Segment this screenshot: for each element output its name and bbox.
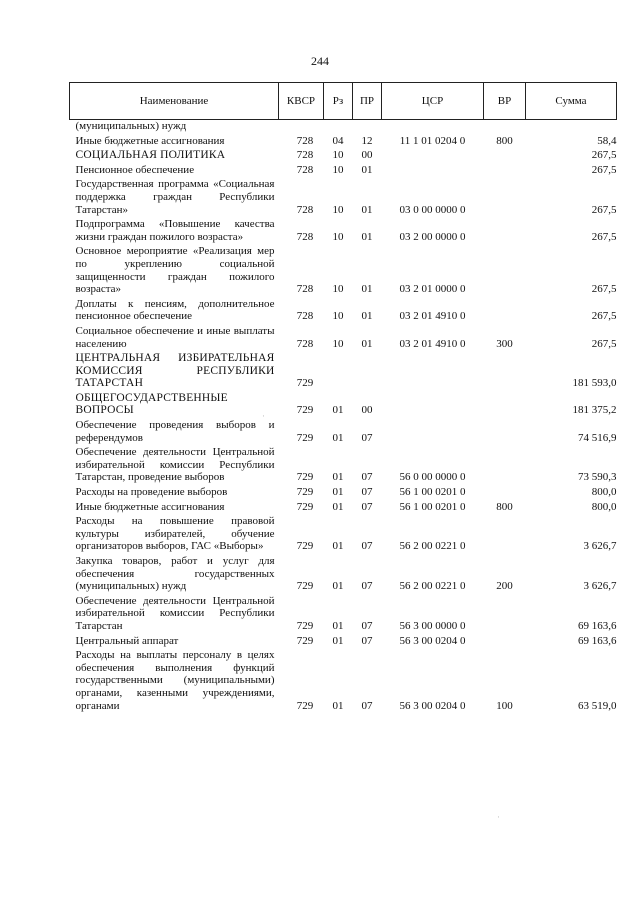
cell-kvsr: 729: [296, 619, 314, 632]
cell-csr: [382, 352, 484, 392]
cell-vr: 800: [496, 500, 513, 513]
cell-csr: [382, 419, 484, 446]
cell-vr: [484, 595, 526, 635]
cell-sum: 267,5: [591, 230, 617, 243]
cell-name: Закупка товаров, работ и услуг для обеспечения государственных (муниципальных) нужд: [75, 555, 275, 593]
header-kvsr: КВСР: [279, 83, 324, 120]
cell-sum: 58,4: [597, 134, 617, 147]
cell-vr: 800: [496, 134, 513, 147]
cell-vr: [484, 515, 526, 555]
cell-kvsr: 728: [296, 149, 314, 162]
cell-rz: 04: [332, 134, 344, 147]
cell-vr: [484, 635, 526, 650]
cell-rz: 01: [332, 471, 344, 484]
table-row: [70, 352, 617, 392]
cell-kvsr: [279, 120, 324, 135]
cell-name: Подпрограмма «Повышение качества жизни граждан пожилого возраста»: [75, 218, 275, 243]
cell-kvsr: 729: [296, 540, 314, 553]
cell-sum: 3 626,7: [583, 540, 617, 553]
cell-kvsr: 728: [296, 337, 314, 350]
cell-pr: 12: [361, 134, 373, 147]
table-row: [70, 298, 617, 325]
cell-sum: 69 163,6: [578, 619, 617, 632]
cell-vr: [484, 164, 526, 179]
table-row: [70, 178, 617, 218]
cell-name: СОЦИАЛЬНАЯ ПОЛИТИКА: [75, 149, 226, 162]
cell-pr: 07: [361, 580, 373, 593]
cell-sum: 800,0: [591, 500, 617, 513]
cell-pr: [353, 352, 382, 392]
cell-kvsr: 729: [296, 486, 314, 499]
cell-vr: [484, 120, 526, 135]
cell-name: Обеспечение деятельности Центральной избирательной комиссии Республики Татарстан, проведение выборов: [75, 446, 275, 484]
cell-kvsr: 728: [296, 163, 314, 176]
cell-csr: [382, 149, 484, 164]
table-row: [70, 555, 617, 595]
table-row: [70, 164, 617, 179]
cell-csr: 56 3 00 0000 0: [399, 619, 466, 632]
cell-vr: [484, 352, 526, 392]
cell-kvsr: 729: [296, 431, 314, 444]
header-pr: ПР: [353, 83, 382, 120]
cell-pr: 07: [361, 471, 373, 484]
cell-name: (муниципальных) нужд: [75, 120, 187, 132]
cell-name: Центральный аппарат: [75, 634, 179, 647]
cell-vr: [484, 149, 526, 164]
table-row: [70, 218, 617, 245]
cell-pr: 07: [361, 500, 373, 513]
cell-name: Основное мероприятие «Реализация мер по укреплению социальной защищенности граждан пожилого возраста»: [75, 245, 275, 296]
cell-csr: 03 2 01 4910 0: [399, 337, 466, 350]
cell-kvsr: 729: [296, 580, 314, 593]
cell-pr: 07: [361, 431, 373, 444]
cell-sum: 267,5: [591, 203, 617, 216]
table-row: [70, 446, 617, 486]
cell-pr: 01: [361, 283, 373, 296]
table-row: [70, 635, 617, 650]
cell-csr: 56 2 00 0221 0: [399, 540, 466, 553]
cell-sum: 267,5: [591, 310, 617, 323]
table-row: [70, 595, 617, 635]
table-row: [70, 149, 617, 164]
table-row: [70, 515, 617, 555]
cell-sum: 267,5: [591, 283, 617, 296]
cell-name: Доплаты к пенсиям, дополнительное пенсионное обеспечение: [75, 297, 275, 323]
cell-vr: 100: [496, 699, 513, 712]
cell-vr: [484, 218, 526, 245]
cell-rz: 01: [332, 540, 344, 553]
cell-pr: 01: [361, 337, 373, 350]
cell-kvsr: 728: [296, 134, 314, 147]
cell-kvsr: 729: [296, 377, 314, 390]
cell-rz: 10: [332, 230, 344, 243]
cell-csr: 03 0 00 0000 0: [399, 203, 466, 216]
table-row: [70, 135, 617, 150]
cell-csr: 56 1 00 0201 0: [399, 500, 466, 513]
cell-sum: 800,0: [591, 486, 617, 499]
cell-sum: [526, 120, 617, 135]
scan-artifact: ·: [497, 812, 500, 822]
table-row: [70, 392, 617, 419]
cell-name: ОБЩЕГОСУДАРСТВЕННЫЕ ВОПРОСЫ: [75, 391, 228, 417]
cell-rz: 10: [332, 203, 344, 216]
cell-name: Иные бюджетные ассигнования: [75, 500, 225, 513]
cell-name: Государственная программа «Социальная поддержка граждан Республики Татарстан»: [75, 178, 275, 216]
cell-csr: 56 3 00 0204 0: [399, 634, 466, 647]
table-row: [70, 120, 617, 135]
header-name: Наименование: [70, 83, 279, 120]
cell-vr: [484, 178, 526, 218]
cell-name: Расходы на выплаты персоналу в целях обеспечения выполнения функций государственными (муниципальными) органами, казенными учреждениями, органами: [75, 649, 275, 712]
cell-vr: [484, 245, 526, 297]
cell-pr: 07: [361, 634, 373, 647]
cell-rz: 01: [332, 486, 344, 499]
header-rz: Рз: [324, 83, 353, 120]
table-body: [70, 120, 617, 715]
cell-rz: 01: [332, 404, 344, 417]
cell-name: Расходы на повышение правовой культуры избирателей, обучение организаторов выборов, ГАС «Выборы»: [75, 515, 275, 553]
cell-csr: [382, 164, 484, 179]
cell-vr: [484, 446, 526, 486]
cell-sum: 181 375,2: [572, 404, 617, 417]
table-row: [70, 501, 617, 516]
cell-sum: 73 590,3: [578, 471, 617, 484]
header-csr: ЦСР: [382, 83, 484, 120]
cell-rz: 10: [332, 149, 344, 162]
cell-csr: [382, 392, 484, 419]
header-sum: Сумма: [526, 83, 617, 120]
cell-pr: 07: [361, 619, 373, 632]
cell-name: Расходы на проведение выборов: [75, 486, 228, 499]
cell-pr: 01: [361, 230, 373, 243]
cell-rz: 10: [332, 337, 344, 350]
cell-sum: 74 516,9: [578, 431, 617, 444]
cell-name: Пенсионное обеспечение: [75, 163, 195, 176]
cell-kvsr: 729: [296, 404, 314, 417]
cell-rz: [324, 352, 353, 392]
cell-pr: 00: [361, 404, 373, 417]
cell-vr: [484, 486, 526, 501]
table-header: [70, 83, 617, 120]
cell-csr: 03 2 00 0000 0: [399, 230, 466, 243]
cell-vr: [484, 419, 526, 446]
scan-artifact: ·: [262, 411, 265, 421]
cell-csr: [382, 120, 484, 135]
table-row: [70, 419, 617, 446]
cell-csr: 56 0 00 0000 0: [399, 471, 466, 484]
page-number: 244: [311, 54, 329, 68]
cell-kvsr: 729: [296, 634, 314, 647]
cell-csr: 03 2 01 0000 0: [399, 283, 466, 296]
cell-name: Иные бюджетные ассигнования: [75, 134, 225, 147]
cell-sum: 69 163,6: [578, 634, 617, 647]
cell-kvsr: 728: [296, 310, 314, 323]
cell-kvsr: 729: [296, 699, 314, 712]
cell-sum: 267,5: [591, 163, 617, 176]
cell-vr: [484, 392, 526, 419]
table-row: [70, 486, 617, 501]
cell-rz: [324, 120, 353, 135]
cell-name: Обеспечение проведения выборов и референдумов: [75, 419, 275, 444]
cell-csr: 03 2 01 4910 0: [399, 310, 466, 323]
cell-name: Социальное обеспечение и иные выплаты населению: [75, 324, 275, 350]
cell-csr: 11 1 01 0204 0: [399, 134, 466, 147]
cell-rz: 10: [332, 163, 344, 176]
cell-name: ЦЕНТРАЛЬНАЯ ИЗБИРАТЕЛЬНАЯ КОМИССИЯ РЕСПУБЛИКИ ТАТАРСТАН: [75, 352, 275, 390]
cell-pr: 07: [361, 540, 373, 553]
budget-table: [69, 82, 617, 714]
cell-pr: 01: [361, 203, 373, 216]
cell-sum: 267,5: [591, 337, 617, 350]
cell-rz: 01: [332, 580, 344, 593]
cell-sum: 267,5: [591, 149, 617, 162]
cell-rz: 01: [332, 500, 344, 513]
cell-pr: 01: [361, 163, 373, 176]
table-row: [70, 649, 617, 714]
cell-kvsr: 729: [296, 471, 314, 484]
cell-vr: 300: [496, 337, 513, 350]
cell-rz: 01: [332, 431, 344, 444]
cell-vr: 200: [496, 580, 513, 593]
cell-rz: 10: [332, 310, 344, 323]
cell-rz: 10: [332, 283, 344, 296]
cell-kvsr: 728: [296, 230, 314, 243]
table-row: [70, 245, 617, 297]
cell-csr: 56 1 00 0201 0: [399, 486, 466, 499]
cell-kvsr: 728: [296, 283, 314, 296]
cell-sum: 3 626,7: [583, 580, 617, 593]
table-row: [70, 325, 617, 352]
cell-vr: [484, 298, 526, 325]
cell-rz: 01: [332, 619, 344, 632]
cell-kvsr: 728: [296, 203, 314, 216]
cell-pr: 07: [361, 699, 373, 712]
cell-sum: 181 593,0: [572, 377, 617, 390]
header-vr: ВР: [484, 83, 526, 120]
cell-pr: 01: [361, 310, 373, 323]
cell-pr: 07: [361, 486, 373, 499]
cell-rz: 01: [332, 634, 344, 647]
cell-rz: 01: [332, 699, 344, 712]
cell-pr: 00: [361, 149, 373, 162]
cell-csr: 56 2 00 0221 0: [399, 580, 466, 593]
cell-name: Обеспечение деятельности Центральной избирательной комиссии Республики Татарстан: [75, 594, 275, 632]
cell-kvsr: 729: [296, 500, 314, 513]
cell-csr: 56 3 00 0204 0: [399, 699, 466, 712]
cell-pr: [353, 120, 382, 135]
cell-sum: 63 519,0: [578, 699, 617, 712]
